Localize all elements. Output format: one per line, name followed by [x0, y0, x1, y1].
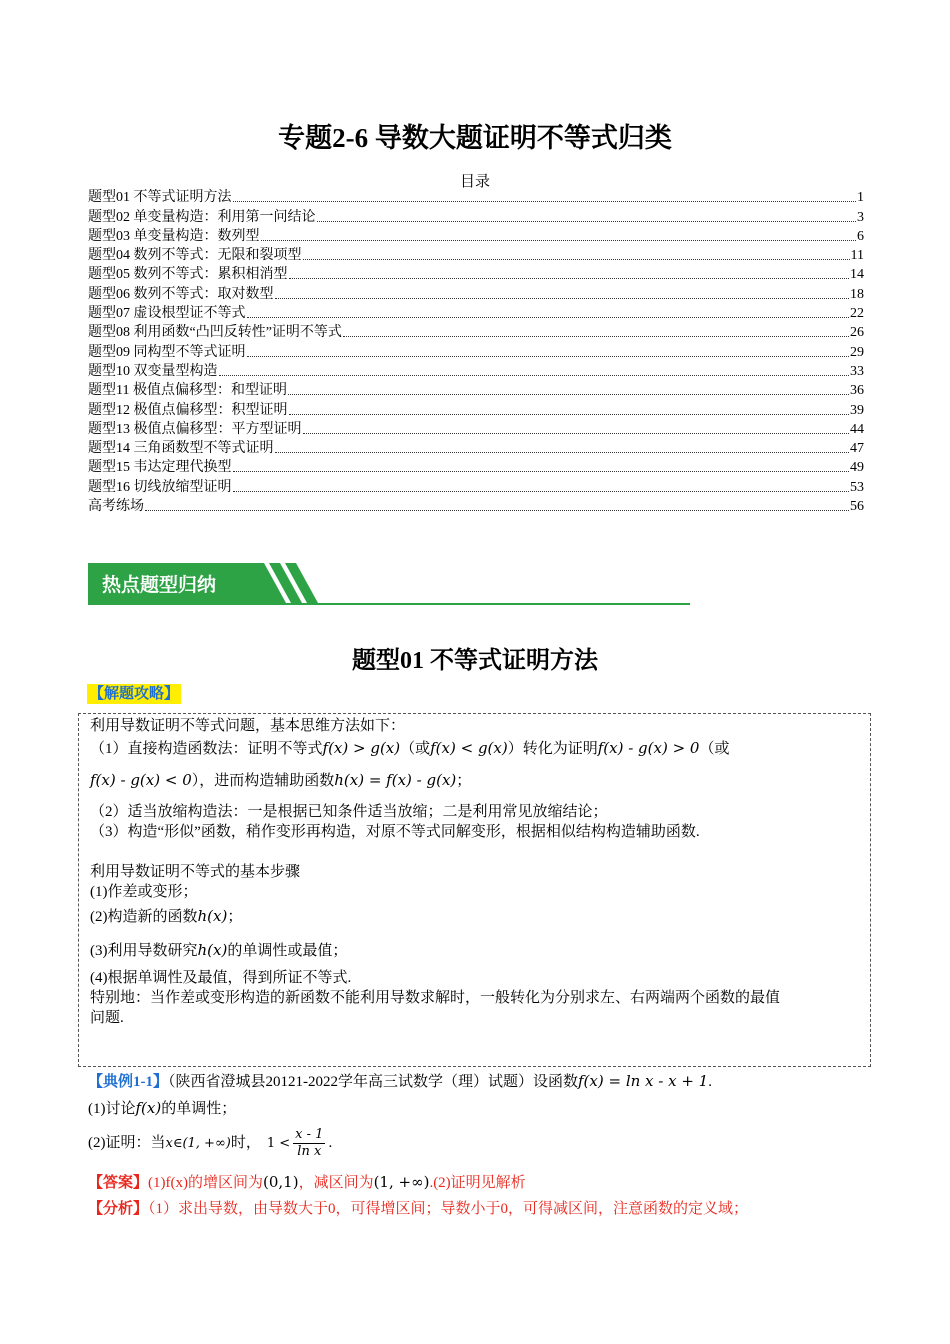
answer-tag: 【答案】: [88, 1175, 149, 1191]
toc-item-page: 49: [850, 460, 864, 476]
strategy-tag: 【解题攻略】: [89, 686, 180, 702]
answer-line: 【答案】(1)f(x)的增区间为(0,1)，减区间为(1, +∞).(2)证明见解析: [88, 1173, 526, 1191]
toc-leader-dots: [233, 200, 857, 202]
toc-leader-dots: [289, 413, 850, 415]
toc-leader-dots: [303, 258, 850, 260]
toc-item[interactable]: [88, 342, 864, 361]
toc-item-page: 6: [857, 228, 864, 244]
toc-leader-dots: [261, 239, 857, 241]
toc-item-label: 题型01 不等式证明方法: [88, 190, 232, 206]
toc-leader-dots: [219, 374, 850, 376]
toc-leader-dots: [247, 316, 850, 318]
toc-item[interactable]: [88, 246, 864, 265]
box-intro: 利用导数证明不等式问题，基本思维方法如下：: [90, 718, 406, 734]
fraction: $\frac{x - 1}{\text{ln x}}$: [295, 1127, 324, 1160]
toc-heading: 目录: [459, 174, 490, 190]
toc-item-page: 26: [850, 325, 864, 341]
step-2: (2)构造新的函数h(x)；: [90, 907, 243, 925]
toc-leader-dots: [233, 470, 850, 472]
toc-item[interactable]: [88, 439, 864, 458]
document-title: 专题2-6 导数大题证明不等式归类: [278, 123, 672, 153]
toc-item-page: 3: [857, 209, 864, 225]
toc-leader-dots: [289, 277, 850, 279]
example-function: f(x) = ln x - x + 1: [578, 1072, 709, 1090]
toc-item[interactable]: [88, 420, 864, 439]
toc-item-label: 题型04 数列不等式：无限和裂项型: [88, 248, 302, 264]
toc-leader-dots: [303, 432, 850, 434]
analysis-tag: 【分析】: [88, 1201, 149, 1217]
toc-item-page: 56: [850, 499, 864, 515]
toc-item-label: 题型02 单变量构造：利用第一问结论: [88, 209, 316, 225]
section-banner: [88, 563, 690, 605]
toc-item-label: 高考练场: [88, 499, 144, 515]
toc-item[interactable]: [88, 227, 864, 246]
toc-item-page: 1: [857, 190, 864, 206]
toc-item-label: 题型08 利用函数“凸凹反转性”证明不等式: [88, 325, 342, 341]
toc-item-page: 36: [850, 383, 864, 399]
toc-leader-dots: [317, 220, 857, 222]
toc-item-page: 29: [850, 344, 864, 360]
step-4: (4)根据单调性及最值，得到所证不等式.: [90, 970, 352, 986]
toc-item[interactable]: [88, 207, 864, 226]
method-3: （3）构造“形似”函数，稍作变形再构造，对原不等式同解变形，根据相似结构构造辅助函数.: [90, 824, 700, 840]
toc-item[interactable]: [88, 362, 864, 381]
toc-item[interactable]: [88, 400, 864, 419]
method-2: （2）适当放缩构造法：一是根据已知条件适当放缩；二是利用常见放缩结论；: [90, 804, 608, 820]
toc-item[interactable]: [88, 497, 864, 516]
toc-leader-dots: [275, 451, 850, 453]
toc-leader-dots: [247, 355, 850, 357]
toc-item-label: 题型12 极值点偏移型：积型证明: [88, 402, 288, 418]
toc-leader-dots: [288, 393, 849, 395]
toc-item-label: 题型16 切线放缩型证明: [88, 479, 232, 495]
toc-item[interactable]: [88, 265, 864, 284]
toc-item-page: 11: [850, 248, 864, 264]
analysis-line: 【分析】（1）求出导数，由导数大于0，可得增区间；导数小于0，可得减区间，注意函数的定义域；: [88, 1201, 749, 1217]
toc-item-label: 题型07 虚设根型证不等式: [88, 306, 246, 322]
toc-leader-dots: [233, 490, 850, 492]
toc-item[interactable]: [88, 323, 864, 342]
steps-title: 利用导数证明不等式的基本步骤: [90, 864, 301, 880]
toc-item-page: 53: [850, 479, 864, 495]
toc-item-label: 题型11 极值点偏移型：和型证明: [88, 383, 287, 399]
toc-item-page: 14: [850, 267, 864, 283]
toc-item[interactable]: [88, 381, 864, 400]
toc-item[interactable]: [88, 284, 864, 303]
banner-underline: [88, 603, 690, 605]
toc-item[interactable]: [88, 458, 864, 477]
method-1-cont: f(x) - g(x) < 0），进而构造辅助函数h(x) = f(x) - g(x)；: [90, 771, 472, 789]
toc-item-label: 题型05 数列不等式：累积相消型: [88, 267, 288, 283]
special-note-cont: 问题.: [90, 1010, 124, 1026]
question-1: (1)讨论f(x)的单调性；: [88, 1099, 237, 1117]
toc-item-page: 47: [850, 441, 864, 457]
toc-item[interactable]: [88, 477, 864, 496]
toc-item-page: 44: [850, 421, 864, 437]
toc-item-label: 题型09 同构型不等式证明: [88, 344, 246, 360]
example-header: 【典例1-1】（陕西省澄城县20121-2022学年高三试数学（理）试题）设函数f(x) = ln x - x + 1.: [88, 1072, 712, 1090]
toc-item-label: 题型06 数列不等式：取对数型: [88, 286, 274, 302]
toc-leader-dots: [275, 297, 850, 299]
example-tag: 【典例1-1】: [88, 1074, 168, 1090]
toc-item-page: 22: [850, 306, 864, 322]
special-note: 特别地：当作差或变形构造的新函数不能利用导数求解时，一般转化为分别求左、右两端两个函数的最值: [90, 990, 781, 1006]
question-2: (2)证明：当x∈(1, +∞)时， 1 < $\frac{x - 1}{\text{ln x}}$ .: [88, 1127, 333, 1160]
step-3: (3)利用导数研究h(x)的单调性或最值；: [90, 941, 348, 959]
toc-leader-dots: [145, 509, 849, 511]
toc-item-page: 39: [850, 402, 864, 418]
banner-text: 热点题型归纳: [102, 574, 217, 596]
toc-item[interactable]: [88, 188, 864, 207]
toc-item-page: 33: [850, 363, 864, 379]
toc-item-label: 题型10 双变量型构造: [88, 363, 218, 379]
table-of-contents: [88, 188, 864, 516]
toc-item[interactable]: [88, 304, 864, 323]
section-title: 题型01 不等式证明方法: [352, 648, 598, 674]
toc-item-label: 题型03 单变量构造：数列型: [88, 228, 260, 244]
toc-item-page: 18: [850, 286, 864, 302]
toc-item-label: 题型13 极值点偏移型：平方型证明: [88, 421, 302, 437]
toc-item-label: 题型14 三角函数型不等式证明: [88, 441, 274, 457]
toc-leader-dots: [343, 335, 849, 337]
toc-item-label: 题型15 韦达定理代换型: [88, 460, 232, 476]
step-1: (1)作差或变形；: [90, 884, 198, 900]
method-1-line: （1）直接构造函数法：证明不等式f(x) > g(x)（或f(x) < g(x)）转化为证明f(x) - g(x) > 0（或: [90, 739, 730, 757]
